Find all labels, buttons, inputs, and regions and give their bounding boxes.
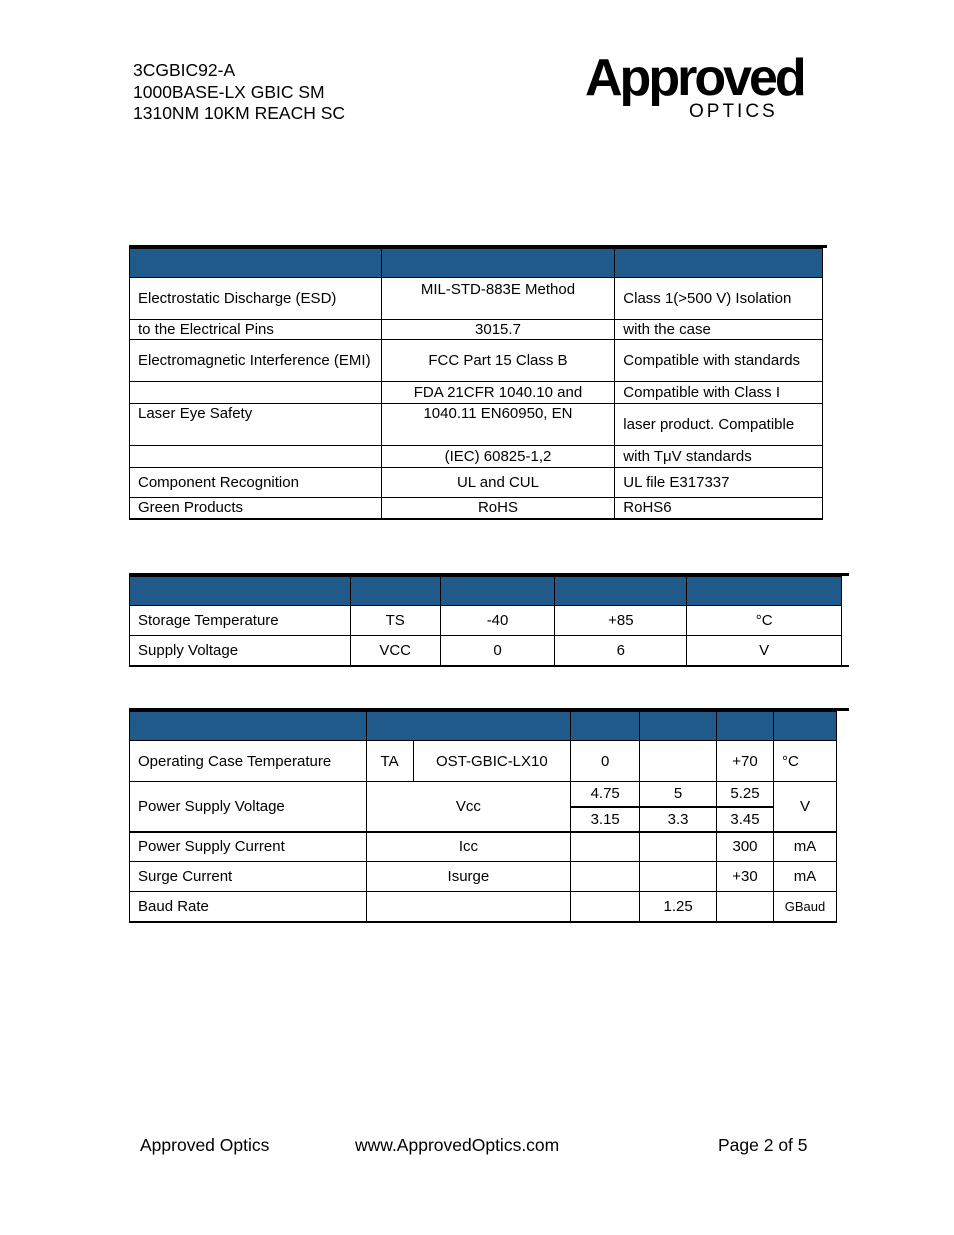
min-cell: -40 <box>440 606 555 636</box>
unit-cell: V <box>774 782 837 832</box>
max-cell: +70 <box>717 741 774 782</box>
standard-cell: FCC Part 15 Class B <box>381 340 615 382</box>
max-cell: 5.25 <box>717 782 774 807</box>
typ-cell: 1.25 <box>640 892 717 922</box>
symbol-cell: Vcc <box>366 782 571 832</box>
table-row <box>130 498 823 519</box>
table-header-row <box>130 248 823 278</box>
standard-cell: RoHS <box>381 498 615 519</box>
parameter-cell: Storage Temperature <box>130 606 351 636</box>
feature-cell: Green Products <box>130 498 382 519</box>
max-cell <box>717 892 774 922</box>
table-header-row <box>130 576 842 606</box>
unit-cell: °C <box>687 606 842 636</box>
min-cell <box>571 832 640 862</box>
symbol-cell: TS <box>350 606 440 636</box>
min-cell <box>571 892 640 922</box>
product-part-number: 3CGBIC92-A <box>133 60 236 80</box>
typ-cell: 5 <box>640 782 717 807</box>
table-row <box>130 862 837 892</box>
min-cell: 0 <box>571 741 640 782</box>
performance-cell: laser product. Compatible <box>615 404 823 446</box>
unit-cell: GBaud <box>774 892 837 922</box>
feature-cell <box>130 446 382 468</box>
performance-cell: Compatible with standards <box>615 340 823 382</box>
standard-cell: MIL-STD-883E Method <box>381 278 615 320</box>
part-number-cell: OST-GBIC-LX10 <box>413 741 571 782</box>
table-rule-tail <box>842 665 849 667</box>
performance-cell: UL file E317337 <box>615 468 823 498</box>
standard-cell: (IEC) 60825-1,2 <box>381 446 615 468</box>
product-spec: 1310NM 10KM REACH SC <box>133 103 346 123</box>
typ-cell <box>640 862 717 892</box>
unit-cell: V <box>687 636 842 666</box>
feature-cell: Laser Eye Safety <box>130 404 382 446</box>
min-cell: 3.15 <box>571 807 640 832</box>
product-title-block <box>133 60 345 125</box>
table-row <box>130 636 842 666</box>
parameter-cell: Power Supply Voltage <box>130 782 367 832</box>
product-description: 1000BASE-LX GBIC SM <box>133 81 325 102</box>
footer-company: Approved Optics <box>140 1135 270 1155</box>
standard-cell: FDA 21CFR 1040.10 and <box>381 382 615 404</box>
max-cell: 300 <box>717 832 774 862</box>
unit-cell: mA <box>774 862 837 892</box>
feature-cell: Electrostatic Discharge (ESD) <box>130 278 382 320</box>
feature-cell: Electromagnetic Interference (EMI) <box>130 340 382 382</box>
absolute-max-ratings-table <box>129 574 842 667</box>
performance-cell: with the case <box>615 320 823 340</box>
table-header-row <box>130 711 837 741</box>
feature-cell <box>130 382 382 404</box>
typ-cell <box>640 741 717 782</box>
unit-cell: °C <box>774 741 837 782</box>
table-row <box>130 468 823 498</box>
table-row <box>130 606 842 636</box>
logo-wordmark: Approved <box>585 49 804 107</box>
regulatory-compliance-table <box>129 246 823 520</box>
symbol-cell: TA <box>366 741 413 782</box>
footer-website-link[interactable]: www.ApprovedOptics.com <box>355 1135 560 1155</box>
feature-cell: Component Recognition <box>130 468 382 498</box>
parameter-cell: Power Supply Current <box>130 832 367 862</box>
symbol-cell: Icc <box>366 832 571 862</box>
operating-conditions-table <box>129 709 837 923</box>
min-cell <box>571 862 640 892</box>
performance-cell: Class 1(>500 V) Isolation <box>615 278 823 320</box>
min-cell: 0 <box>440 636 555 666</box>
parameter-cell: Surge Current <box>130 862 367 892</box>
standard-cell: 1040.11 EN60950, EN <box>381 404 615 446</box>
logo-subtitle: OPTICS <box>689 101 778 122</box>
standard-cell: UL and CUL <box>381 468 615 498</box>
parameter-cell: Supply Voltage <box>130 636 351 666</box>
performance-cell: RoHS6 <box>615 498 823 519</box>
max-cell: 3.45 <box>717 807 774 832</box>
typ-cell <box>640 832 717 862</box>
parameter-cell: Baud Rate <box>130 892 367 922</box>
table-row <box>130 446 823 468</box>
table-row <box>130 340 823 382</box>
table-row <box>130 320 823 340</box>
approved-optics-logo <box>585 42 805 124</box>
table-row <box>130 404 823 446</box>
performance-cell: Compatible with Class I <box>615 382 823 404</box>
table-row <box>130 892 837 922</box>
footer-page-number: Page 2 of 5 <box>718 1135 808 1155</box>
max-cell: +30 <box>717 862 774 892</box>
table-rule-tail <box>842 573 849 574</box>
standard-cell: 3015.7 <box>381 320 615 340</box>
min-cell: 4.75 <box>571 782 640 807</box>
symbol-cell: VCC <box>350 636 440 666</box>
symbol-cell <box>366 892 571 922</box>
table-row <box>130 782 837 807</box>
table-row <box>130 278 823 320</box>
performance-cell: with TμV standards <box>615 446 823 468</box>
typ-cell: 3.3 <box>640 807 717 832</box>
feature-cell: to the Electrical Pins <box>130 320 382 340</box>
parameter-cell: Operating Case Temperature <box>130 741 367 782</box>
max-cell: +85 <box>555 606 687 636</box>
table-row <box>130 741 837 782</box>
table-row <box>130 382 823 404</box>
table-row <box>130 832 837 862</box>
unit-cell: mA <box>774 832 837 862</box>
max-cell: 6 <box>555 636 687 666</box>
symbol-cell: Isurge <box>366 862 571 892</box>
